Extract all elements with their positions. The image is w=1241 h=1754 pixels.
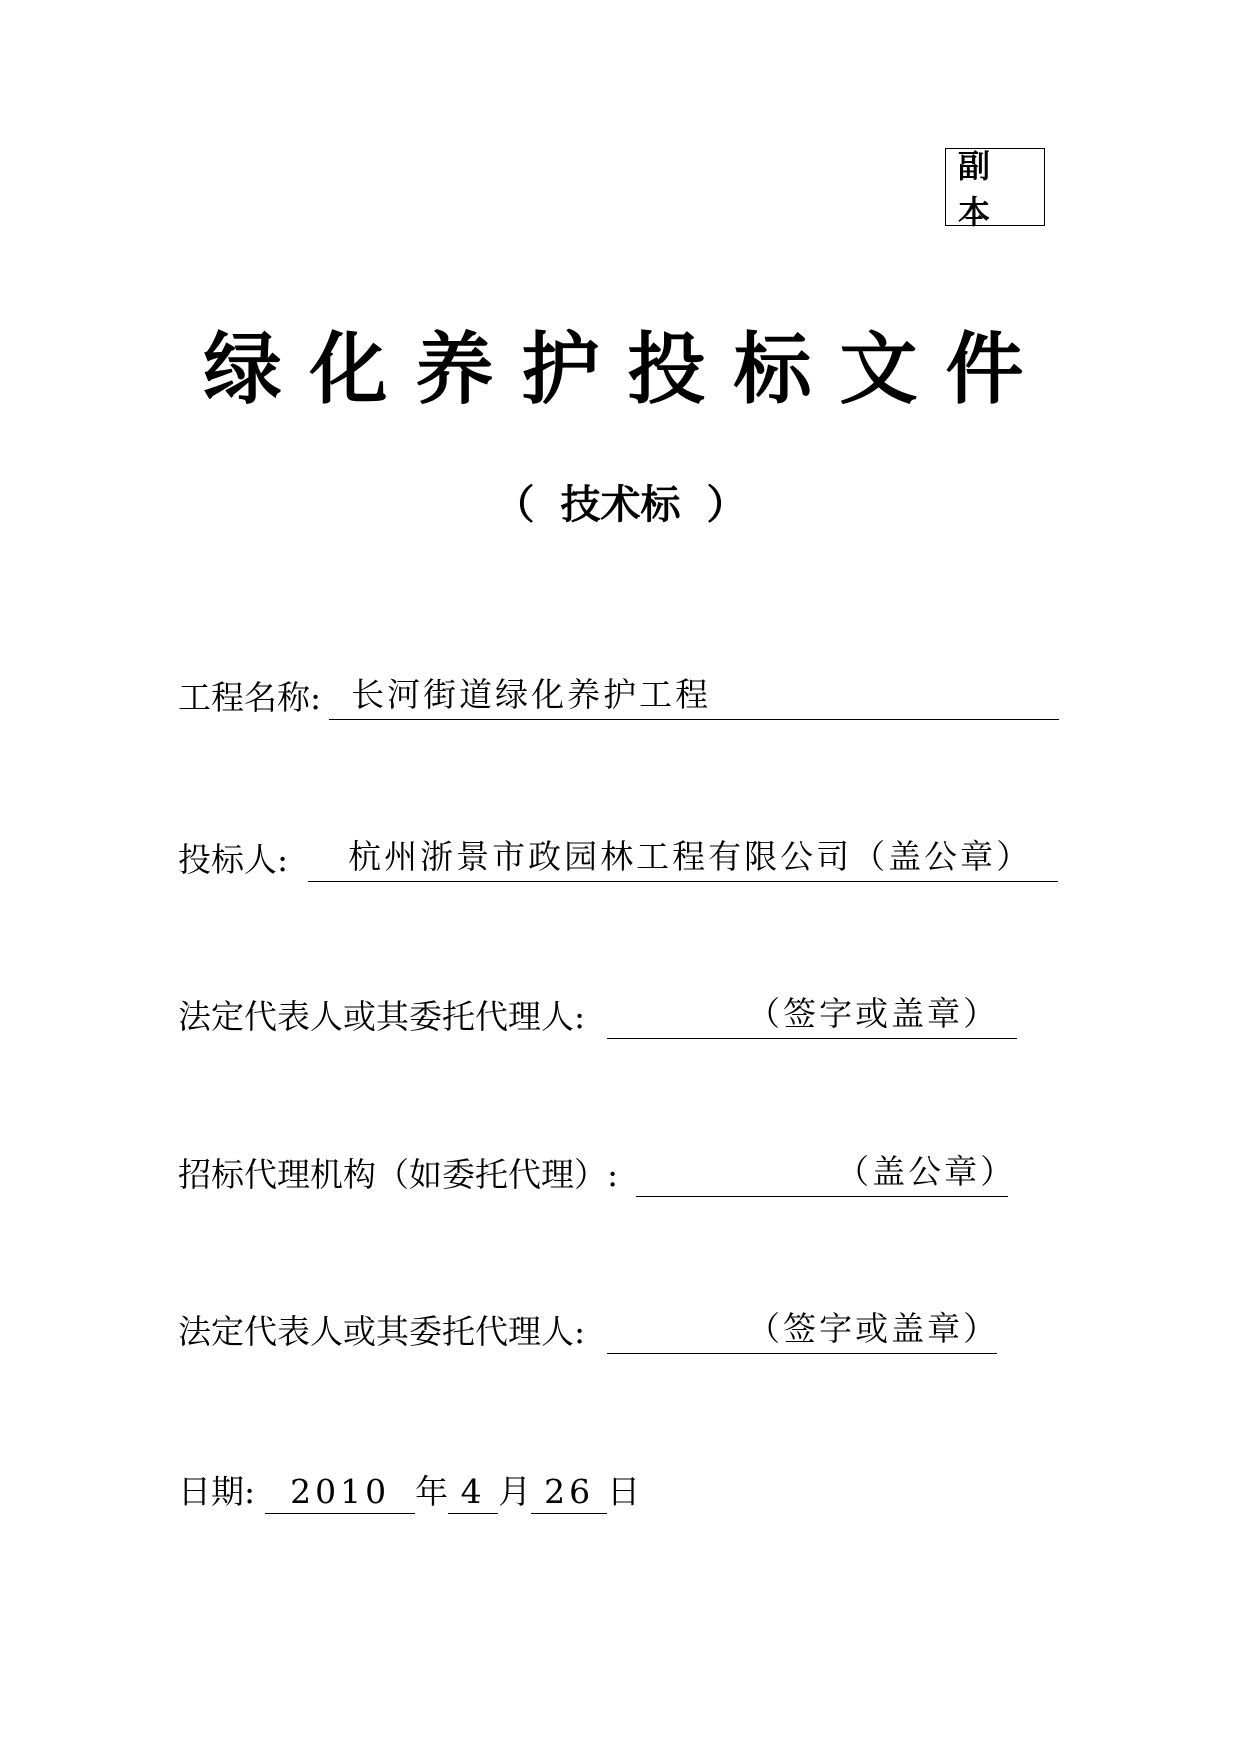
copy-badge: 副 本 [945,148,1045,226]
bidder-field [178,838,1058,882]
agency-value: （盖公章） [836,1152,1017,1191]
bidder-label: 投标人: [178,840,289,879]
project-name-field [178,676,1059,720]
document-subtitle [0,477,1241,533]
date-year: 2010 [265,1470,415,1514]
agency-line [636,1152,1017,1197]
subtitle-text: 技术标 [560,482,681,528]
agency-field [178,1152,1017,1197]
project-name-label: 工程名称: [178,678,322,717]
date-label: 日期: [178,1472,256,1511]
date-field [178,1470,640,1514]
legal-rep-value-2: （签字或盖章） [747,1309,1000,1348]
date-year-unit: 年 [415,1472,449,1511]
legal-rep-label-1: 法定代表人或其委托代理人: [178,997,586,1036]
date-month: 4 [448,1470,498,1514]
agency-label: 招标代理机构（如委托代理）: [178,1155,619,1194]
document-title: 绿化养护投标文件 [203,325,1052,415]
bidder-line [308,838,1058,882]
legal-rep-line-2 [607,1309,1000,1354]
subtitle-close-paren: ） [706,482,747,528]
project-name-value: 长河街道绿化养护工程 [351,675,712,714]
legal-rep-line-1 [607,995,1017,1039]
project-name-line [329,676,1059,720]
subtitle-open-paren: （ [494,482,535,528]
legal-rep-field-1 [178,995,1017,1039]
date-day: 26 [531,1470,607,1514]
date-day-unit: 日 [607,1472,641,1511]
bidder-value: 杭州浙景市政园林工程有限公司（盖公章） [348,837,1033,876]
legal-rep-value-1: （签字或盖章） [747,994,1000,1033]
legal-rep-label-2: 法定代表人或其委托代理人: [178,1312,586,1351]
legal-rep-field-2 [178,1309,1000,1354]
date-month-unit: 月 [498,1472,532,1511]
